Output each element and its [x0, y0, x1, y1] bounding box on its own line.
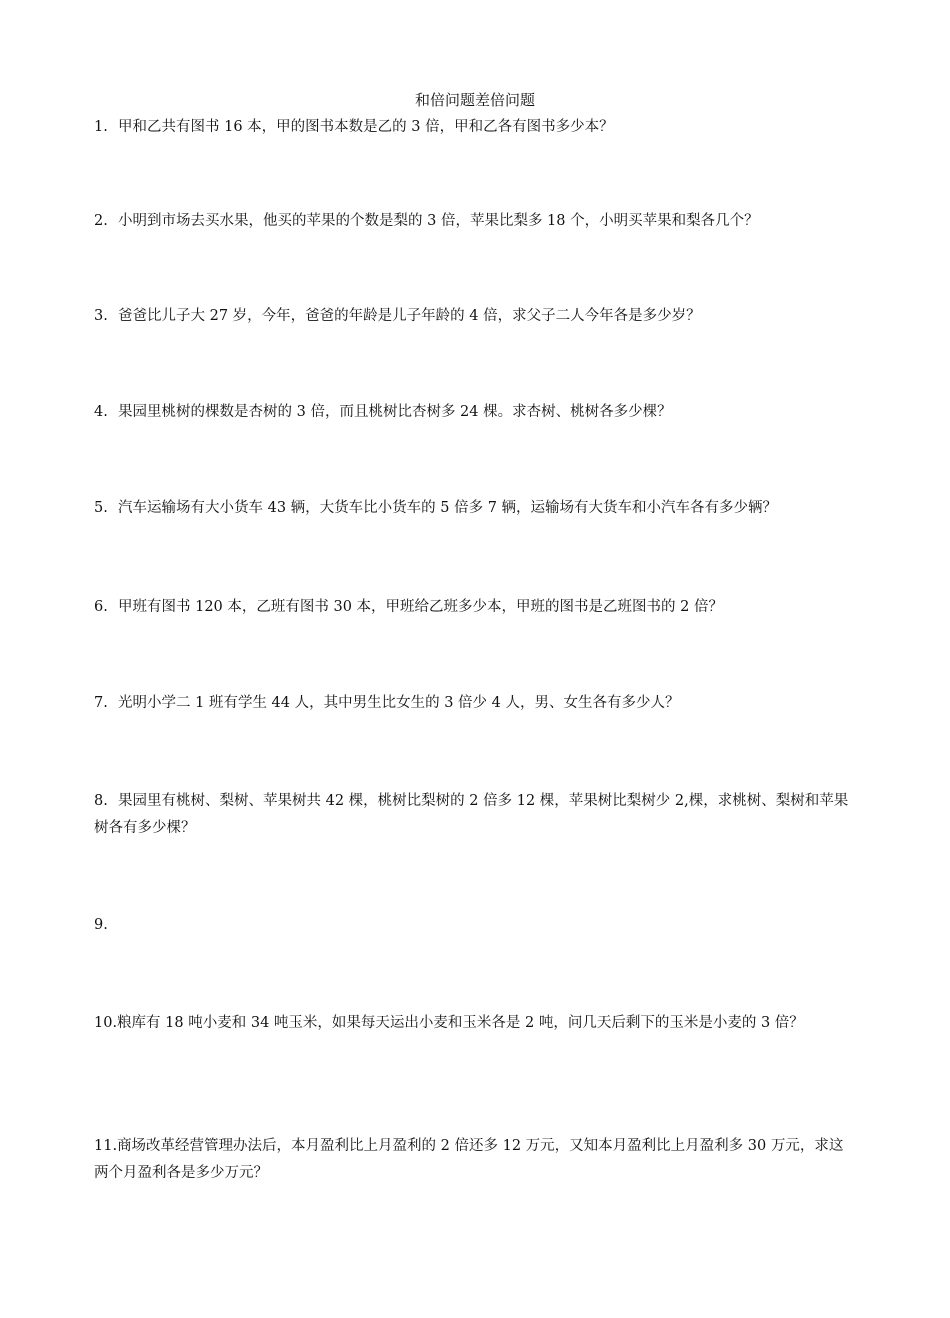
question-text: 甲班有图书 120 本，乙班有图书 30 本，甲班给乙班多少本，甲班的图书是乙班图书的 2 倍？ — [118, 599, 724, 615]
question-8 — [94, 788, 854, 842]
question-text: 光明小学二 1 班有学生 44 人，其中男生比女生的 3 倍少 4 人，男、女生各有多少人？ — [118, 695, 680, 711]
question-5 — [94, 495, 854, 522]
question-text: 小明到市场去买水果，他买的苹果的个数是梨的 3 倍，苹果比梨多 18 个，小明买苹果和梨各几个？ — [118, 213, 759, 229]
question-text: 果园里桃树的棵数是杏树的 3 倍，而且桃树比杏树多 24 棵。求杏树、桃树各多少棵？ — [118, 404, 672, 420]
question-7 — [94, 690, 854, 717]
question-text: 粮库有 18 吨小麦和 34 吨玉米，如果每天运出小麦和玉米各是 2 吨，问几天后剩下的玉米是小麦的 3 倍？ — [117, 1015, 804, 1031]
question-text: 商场改革经营管理办法后，本月盈利比上月盈利的 2 倍还多 12 万元，又知本月盈利比上月盈利多 30 万元，求这两个月盈利各是多少万元？ — [94, 1138, 844, 1181]
question-number: 11. — [94, 1138, 118, 1154]
question-text: 果园里有桃树、梨树、苹果树共 42 棵，桃树比梨树的 2 倍多 12 棵，苹果树比梨树少 2,棵，求桃树、梨树和苹果树各有多少棵？ — [94, 793, 849, 836]
question-number: 4. — [94, 404, 108, 420]
document-title: 和倍问题差倍问题 — [414, 91, 535, 109]
question-text: 爸爸比儿子大 27 岁，今年，爸爸的年龄是儿子年龄的 4 倍，求父子二人今年各是多少岁？ — [118, 308, 701, 324]
question-number: 3. — [94, 308, 108, 324]
question-number: 1. — [94, 119, 108, 135]
question-number: 6. — [94, 599, 108, 615]
question-6 — [94, 594, 854, 621]
question-number: 2. — [94, 213, 108, 229]
question-number: 10. — [94, 1015, 118, 1031]
question-number: 5. — [94, 500, 108, 516]
question-11 — [94, 1133, 854, 1187]
question-text: 汽车运输场有大小货车 43 辆，大货车比小货车的 5 倍多 7 辆，运输场有大货车和小汽车各有多少辆？ — [118, 500, 778, 516]
question-number: 9. — [94, 917, 108, 933]
question-1 — [94, 114, 854, 141]
question-10 — [94, 1010, 854, 1037]
question-3 — [94, 303, 854, 330]
question-2 — [94, 208, 854, 235]
question-4 — [94, 399, 854, 426]
question-text: 甲和乙共有图书 16 本，甲的图书本数是乙的 3 倍，甲和乙各有图书多少本？ — [118, 119, 614, 135]
question-number: 8. — [94, 793, 108, 809]
question-number: 7. — [94, 695, 108, 711]
question-9 — [94, 912, 854, 939]
